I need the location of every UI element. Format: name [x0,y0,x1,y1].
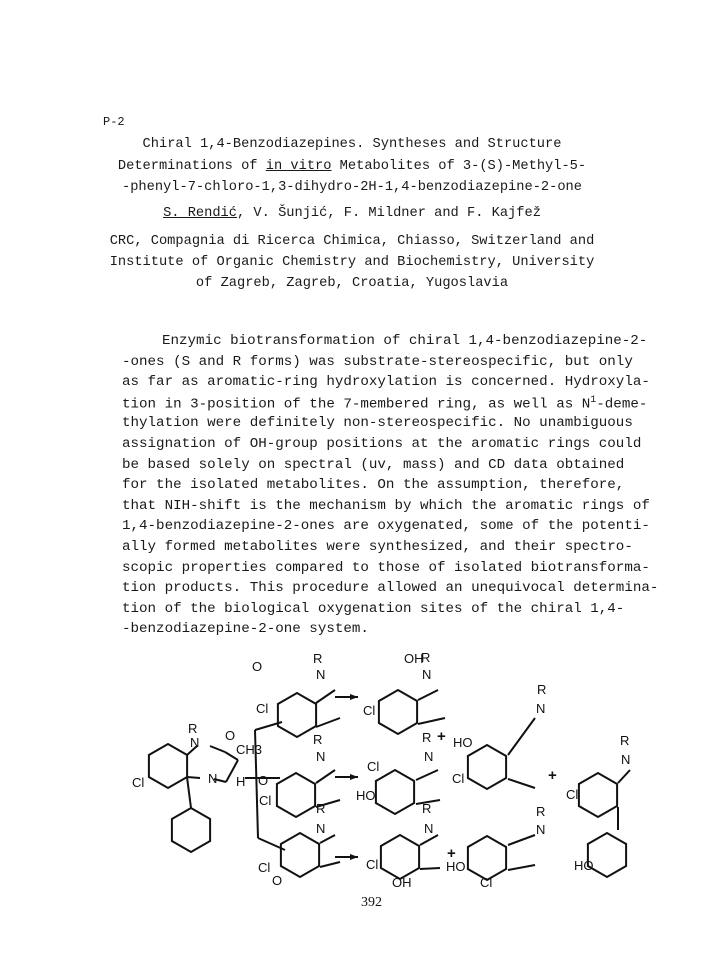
atom-label-n: N [190,735,200,750]
amine-bond [618,770,630,783]
benzene-ring [579,773,617,817]
atom-label-ho: HO [356,788,376,803]
abstract-line: -ones (S and R forms) was substrate-stereospecific, but only [122,353,633,370]
bond [187,777,200,778]
benzene-ring [149,744,187,788]
atom-label-h: H [236,774,246,789]
affiliation-line-3: of Zagreb, Zagreb, Croatia, Yugoslavia [195,276,509,291]
atom-label-r: R [620,733,630,748]
abstract-text: tion in 3-position of the 7-membered ring, as well as N [122,396,591,413]
benzene-ring [588,833,626,877]
atom-label-cl: Cl [566,787,579,802]
affiliation-line-2: Institute of Organic Chemistry and Biochemistry, University [109,255,595,270]
abstract-line: that NIH-shift is the mechanism by which the aromatic rings of [122,497,650,514]
benzene-ring [468,836,506,880]
atom-label-cl: Cl [366,857,379,872]
atom-label-n: N [424,749,434,764]
plus-sign: + [437,728,446,745]
atom-label-r: R [422,730,432,745]
amine-bond [418,690,438,700]
plus-sign: + [548,767,557,784]
amine-bond [316,690,335,703]
atom-label-r: R [536,804,546,819]
title-line-1: Chiral 1,4-Benzodiazepines. Syntheses and Structure [142,137,562,152]
benzene-ring [277,773,315,817]
abstract-line: scopic properties compared to those of isolated biotransforma- [122,559,650,576]
abstract-line: tion products. This procedure allowed an unequivocal determina- [122,580,659,597]
atom-label-o: O [225,728,236,743]
atom-label-ch3: CH3 [236,742,263,757]
atom-label-n: N [208,771,218,786]
atom-label-n: N [621,752,631,767]
abstract-text: -deme- [596,396,648,413]
affiliation-line-1: CRC, Compagnia di Ricerca Chimica, Chiasso, Switzerland and [109,234,595,249]
amine-bond [416,770,438,780]
imine-bond [320,862,340,867]
abstract-line: for the isolated metabolites. On the assumption, therefore, [122,477,625,494]
bond [187,777,191,808]
amine-bond [508,718,535,755]
atom-label-o: O [252,659,263,674]
arrow-head [350,854,358,860]
abstract-line: be based solely on spectral (uv, mass) and CD data obtained [122,456,625,473]
atom-label-cl: Cl [132,775,145,790]
amine-bond [508,835,535,845]
amine-bond [420,835,438,845]
imine-bond [508,865,535,870]
atom-label-cl: Cl [367,759,380,774]
atom-label-n: N [422,667,432,682]
benzene-ring [468,745,506,789]
plus-sign: + [447,845,456,862]
superscript: 1 [590,394,597,406]
atom-label-cl: Cl [258,860,271,875]
benzene-ring [379,690,417,734]
atom-label-cl: Cl [259,793,272,808]
atom-label-n: N [536,822,546,837]
atom-label-oh: OH [404,651,424,666]
atom-label-r: R [421,650,431,665]
arrow-head [350,694,358,700]
atom-label-o: O [272,873,283,888]
imine-bond [508,779,535,788]
arrow-head [350,774,358,780]
atom-label-ho: HO [453,735,473,750]
benzene-ring [281,833,319,877]
imine-bond [420,868,440,869]
atom-label-cl: Cl [480,875,493,890]
abstract-line: as far as aromatic-ring hydroxylation is concerned. Hydroxyla- [122,374,650,391]
atom-label-r: R [313,651,323,666]
session-label: P-2 [103,115,125,129]
title-text: Metabolites of 3-(S)-Methyl-5- [331,159,587,174]
atom-label-ho: HO [574,858,594,873]
atom-label-o: O [258,773,269,788]
atom-label-n: N [424,821,434,836]
imine-bond [418,718,445,724]
amine-bond [316,770,335,783]
abstract-line: assignation of OH-group positions at the aromatic rings could [122,436,642,452]
abstract-line: ally formed metabolites were synthesized, and their spectro- [122,539,633,555]
atom-label-r: R [316,801,326,816]
abstract-line: Enzymic biotransformation of chiral 1,4-benzodiazepine-2- [162,333,648,349]
atom-label-n: N [316,749,326,764]
presenting-author: S. Rendić [163,206,237,221]
title-emphasis: in vitro [265,159,332,174]
title-line-3: -phenyl-7-chloro-1,3-dihydro-2H-1,4-benzodiazepine-2-one [122,180,582,195]
benzene-ring [278,693,316,737]
benzene-ring [376,770,414,814]
atom-label-cl: Cl [452,771,465,786]
co-authors: , V. Šunjić, F. Mildner and F. Kajfež [237,206,541,221]
imine-bond [316,718,340,727]
atom-label-r: R [422,801,432,816]
atom-label-r: R [313,732,323,747]
benzene-ring [172,808,210,852]
atom-label-cl: Cl [363,703,376,718]
atom-label-oh: OH [392,875,412,890]
atom-label-r: R [537,682,547,697]
atom-label-ho: HO [446,859,466,874]
amine-bond [320,835,335,843]
atom-label-n: N [536,701,546,716]
abstract-line: thylation were definitely non-stereospecific. No unambiguous [122,415,633,432]
abstract-line: -benzodiazepine-2-one system. [122,621,369,638]
abstract-line: 1,4-benzodiazepine-2-ones are oxygenated, some of the potenti- [122,518,650,535]
page-number: 392 [361,895,382,910]
atom-label-n: N [316,821,326,836]
title-text: Determinations of [117,159,266,174]
benzene-ring [381,835,419,879]
atom-label-r: R [188,721,198,736]
atom-label-n: N [316,667,326,682]
abstract-line: tion of the biological oxygenation sites of the chiral 1,4- [122,600,625,617]
atom-label-cl: Cl [256,701,269,716]
bond [210,746,225,752]
